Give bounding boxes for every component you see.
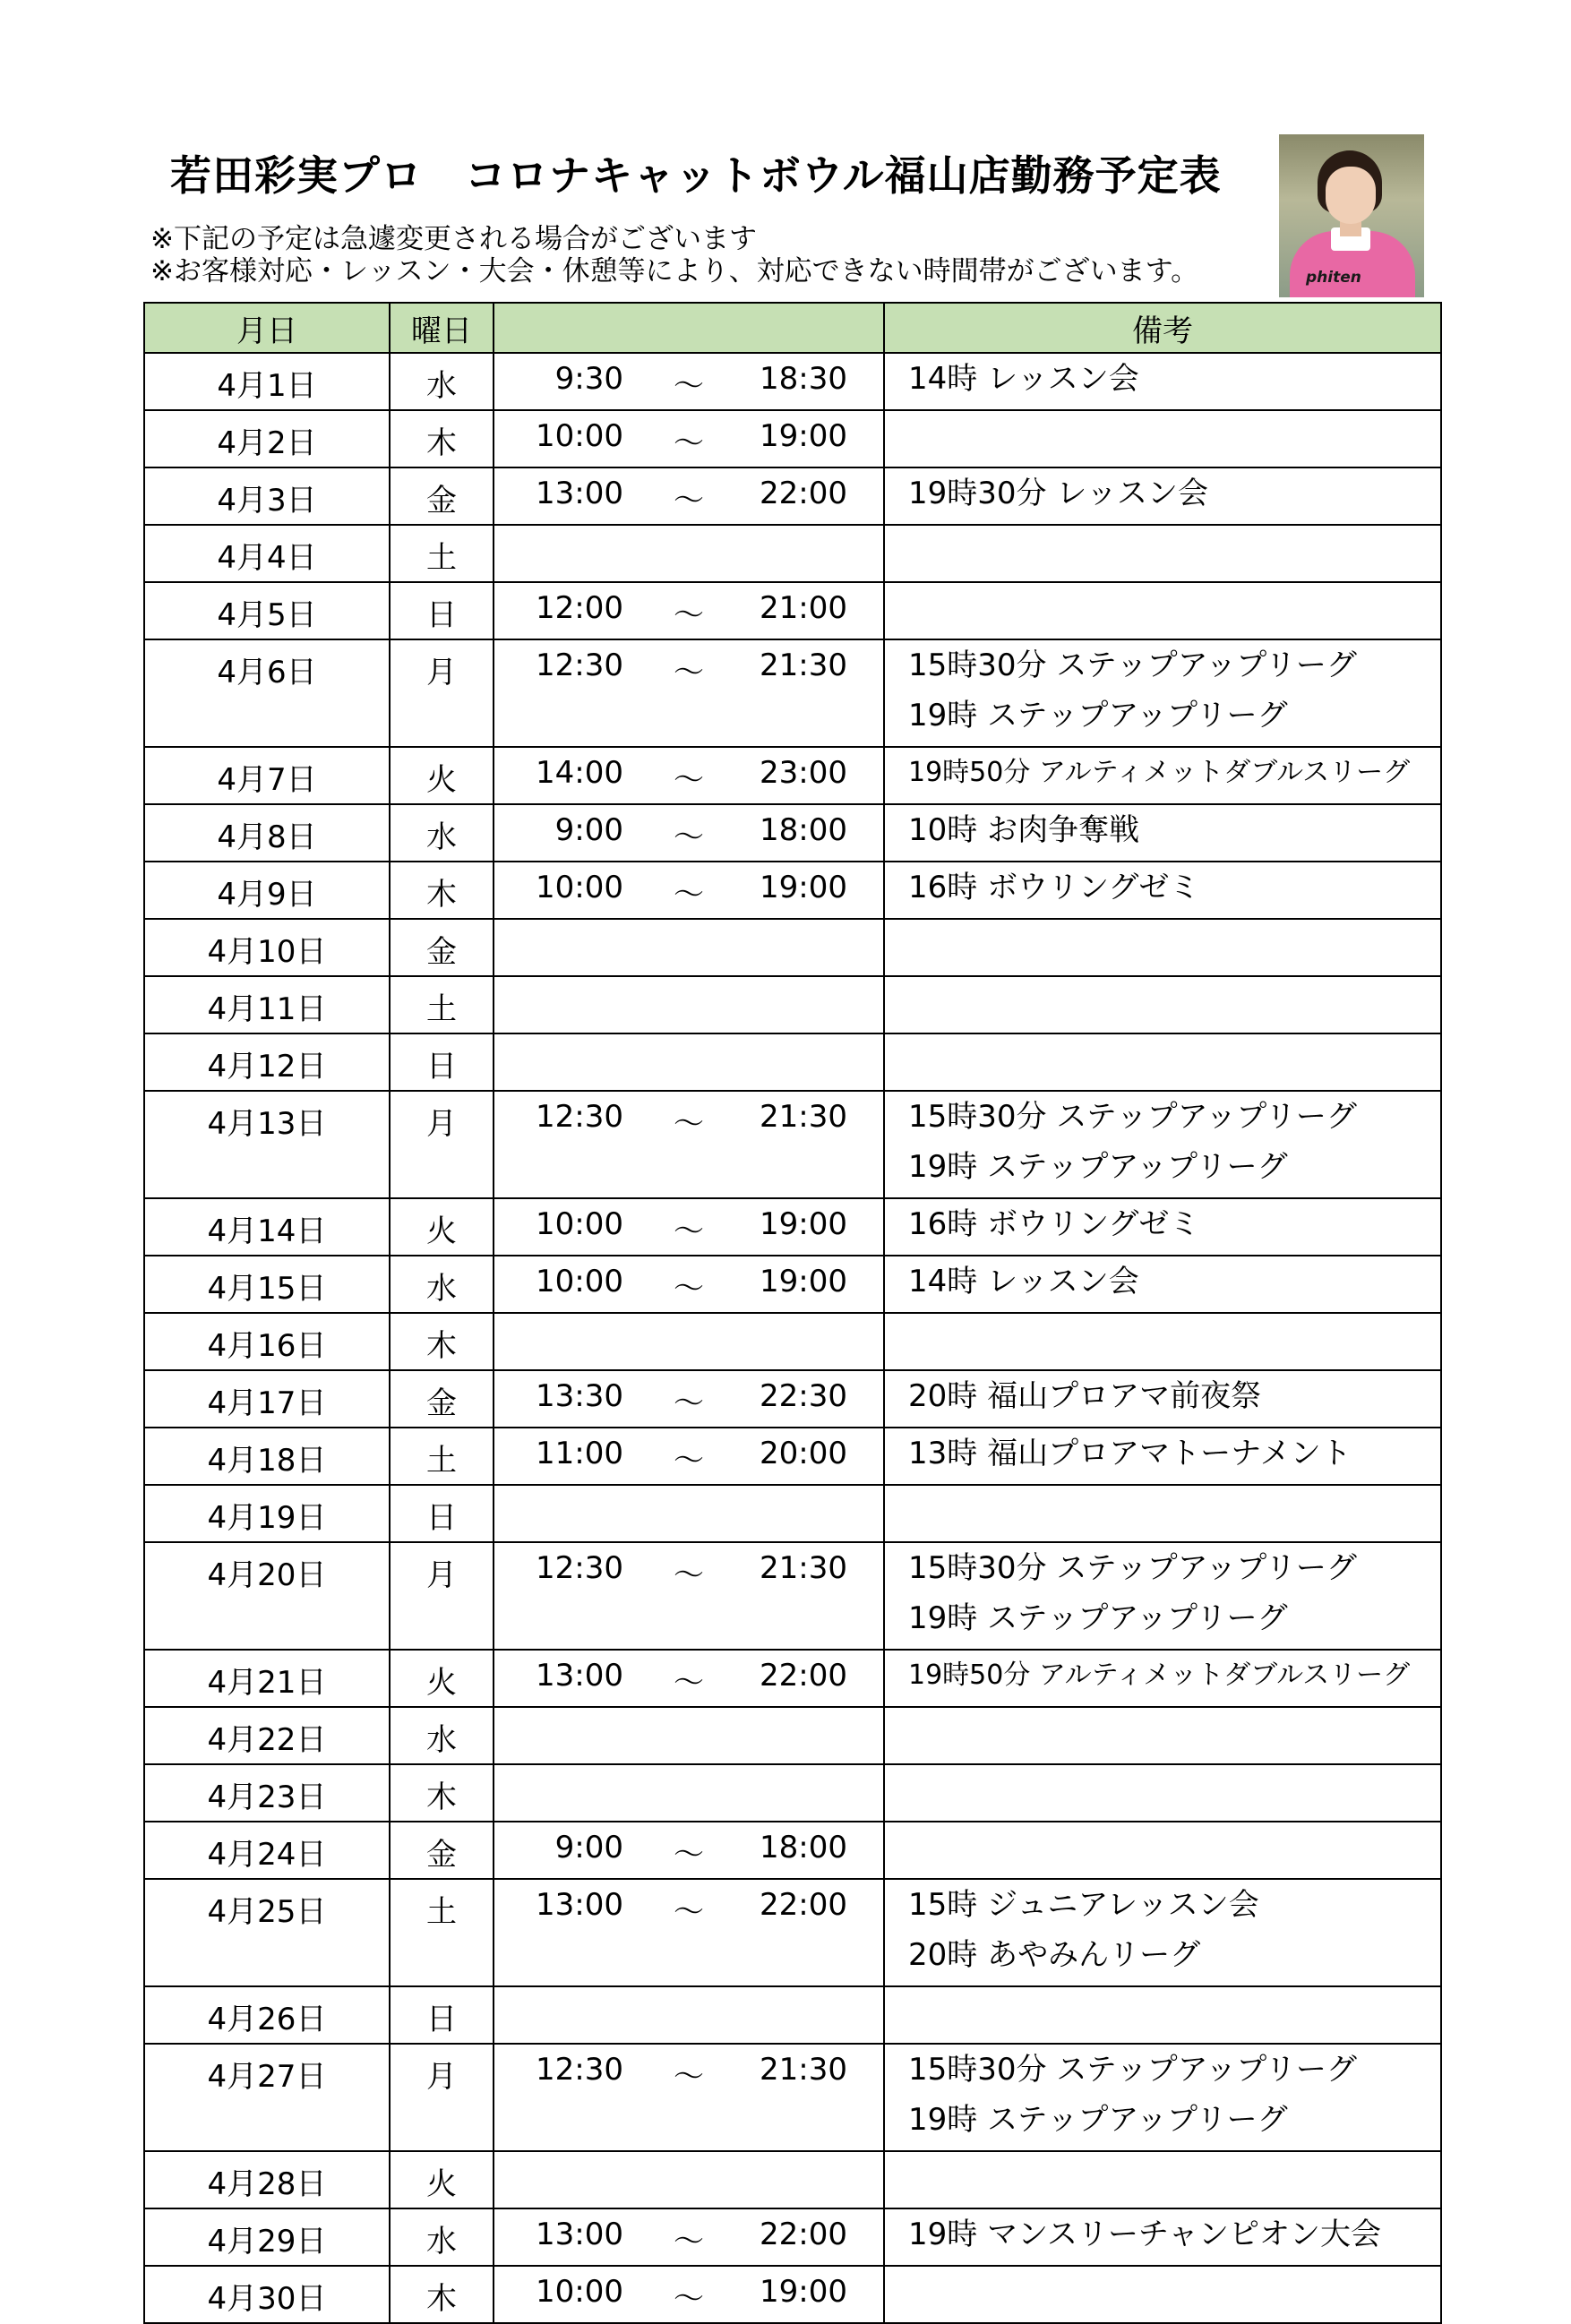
note-line: 15時 ジュニアレッスン会 (908, 1887, 1259, 1923)
start-time: 13:00 (536, 1658, 623, 1694)
notes-cell (884, 862, 1441, 919)
date-cell: 4月1日 (144, 353, 390, 410)
hours-cell (494, 1707, 884, 1764)
hours-cell (494, 919, 884, 976)
end-time: 22:00 (760, 476, 847, 511)
time-separator: ～ (674, 2224, 704, 2260)
start-time: 13:00 (536, 1887, 623, 1923)
date-cell: 4月21日 (144, 1650, 390, 1707)
table-row (144, 1313, 1441, 1370)
hours-cell (494, 862, 884, 919)
weekday-cell: 水 (390, 804, 494, 862)
hours-cell (494, 639, 884, 747)
date-cell: 4月13日 (144, 1091, 390, 1198)
weekday-cell: 月 (390, 1091, 494, 1198)
table-row (144, 1822, 1441, 1879)
table-row (144, 862, 1441, 919)
note-line: 19時50分 アルティメットダブルスリーグ (908, 1659, 1411, 1691)
time-separator: ～ (674, 1106, 704, 1142)
date-cell: 4月8日 (144, 804, 390, 862)
end-time: 21:00 (760, 590, 847, 626)
time-separator: ～ (674, 762, 704, 798)
start-time: 12:30 (536, 1099, 623, 1135)
weekday-cell: 木 (390, 862, 494, 919)
date-cell: 4月5日 (144, 582, 390, 639)
notes-cell (884, 1986, 1441, 2044)
note-line: 10時 お肉争奪戦 (908, 812, 1140, 848)
table-row (144, 2208, 1441, 2266)
note-line: 19時50分 アルティメットダブルスリーグ (908, 757, 1411, 788)
end-time: 21:30 (760, 647, 847, 683)
hours-cell (494, 582, 884, 639)
date-cell: 4月10日 (144, 919, 390, 976)
table-row (144, 525, 1441, 582)
time-separator: ～ (674, 2281, 704, 2317)
end-time: 21:30 (760, 1099, 847, 1135)
weekday-cell: 火 (390, 747, 494, 804)
date-cell: 4月14日 (144, 1198, 390, 1256)
header-notes: 備考 (884, 303, 1441, 353)
hours-cell (494, 467, 884, 525)
date-cell: 4月22日 (144, 1707, 390, 1764)
notes-cell (884, 1822, 1441, 1879)
notes-cell (884, 1764, 1441, 1822)
notes-cell (884, 1879, 1441, 1986)
hours-cell (494, 1986, 884, 2044)
note-line: 16時 ボウリングゼミ (908, 870, 1200, 905)
hours-cell (494, 410, 884, 467)
hours-cell (494, 1313, 884, 1370)
notes-cell (884, 2266, 1441, 2323)
time-separator: ～ (674, 1443, 704, 1479)
notes-cell (884, 747, 1441, 804)
date-cell: 4月3日 (144, 467, 390, 525)
weekday-cell: 水 (390, 2208, 494, 2266)
profile-photo (1279, 134, 1424, 297)
weekday-cell: 木 (390, 2266, 494, 2323)
start-time: 10:00 (536, 1206, 623, 1242)
weekday-cell: 木 (390, 1764, 494, 1822)
notes-cell (884, 2208, 1441, 2266)
notes-cell (884, 582, 1441, 639)
time-separator: ～ (674, 597, 704, 633)
hours-cell (494, 1542, 884, 1650)
header-date: 月日 (144, 303, 390, 353)
notes-cell (884, 639, 1441, 747)
weekday-cell: 金 (390, 467, 494, 525)
schedule-table (143, 302, 1442, 2324)
end-time: 22:00 (760, 1887, 847, 1923)
end-time: 19:00 (760, 418, 847, 454)
hours-cell (494, 2208, 884, 2266)
time-separator: ～ (674, 1213, 704, 1249)
table-row (144, 353, 1441, 410)
start-time: 9:00 (554, 812, 623, 848)
note-line: 19時 ステップアップリーグ (908, 2102, 1288, 2138)
end-time: 21:30 (760, 1550, 847, 1586)
notes-cell (884, 919, 1441, 976)
notes-cell (884, 1198, 1441, 1256)
note-line: 15時30分 ステップアップリーグ (908, 647, 1357, 683)
date-cell: 4月27日 (144, 2044, 390, 2151)
hours-cell (494, 2266, 884, 2323)
notes-cell (884, 1033, 1441, 1091)
date-cell: 4月6日 (144, 639, 390, 747)
time-separator: ～ (674, 1894, 704, 1930)
weekday-cell: 水 (390, 1707, 494, 1764)
table-row (144, 1370, 1441, 1428)
hours-cell (494, 804, 884, 862)
time-separator: ～ (674, 877, 704, 913)
table-row (144, 1986, 1441, 2044)
hours-cell (494, 1879, 884, 1986)
weekday-cell: 日 (390, 1986, 494, 2044)
weekday-cell: 木 (390, 410, 494, 467)
schedule-body (144, 353, 1441, 2323)
date-cell: 4月19日 (144, 1485, 390, 1542)
date-cell: 4月4日 (144, 525, 390, 582)
end-time: 22:00 (760, 1658, 847, 1694)
hours-cell (494, 1370, 884, 1428)
notes-cell (884, 2151, 1441, 2208)
notes-cell (884, 410, 1441, 467)
hours-cell (494, 1091, 884, 1198)
end-time: 18:00 (760, 812, 847, 848)
note-line: 19時 ステップアップリーグ (908, 1149, 1288, 1185)
start-time: 12:00 (536, 590, 623, 626)
start-time: 9:30 (554, 361, 623, 397)
table-row (144, 747, 1441, 804)
notes-cell (884, 2044, 1441, 2151)
table-row (144, 582, 1441, 639)
page-title: 若田彩実プロ コロナキャットボウル福山店勤務予定表 (170, 151, 1222, 200)
weekday-cell: 月 (390, 1542, 494, 1650)
end-time: 19:00 (760, 870, 847, 905)
date-cell: 4月25日 (144, 1879, 390, 1986)
date-cell: 4月26日 (144, 1986, 390, 2044)
weekday-cell: 金 (390, 919, 494, 976)
notes-cell (884, 1707, 1441, 1764)
date-cell: 4月28日 (144, 2151, 390, 2208)
notes-cell (884, 1650, 1441, 1707)
date-cell: 4月17日 (144, 1370, 390, 1428)
end-time: 18:30 (760, 361, 847, 397)
note-line: 15時30分 ステップアップリーグ (908, 1099, 1357, 1135)
weekday-cell: 月 (390, 2044, 494, 2151)
time-separator: ～ (674, 655, 704, 690)
hours-cell (494, 1764, 884, 1822)
notes-cell (884, 1370, 1441, 1428)
hours-cell (494, 525, 884, 582)
note-line: 15時30分 ステップアップリーグ (908, 1550, 1357, 1586)
end-time: 23:00 (760, 755, 847, 791)
table-row (144, 976, 1441, 1033)
notes-cell (884, 525, 1441, 582)
start-time: 9:00 (554, 1830, 623, 1865)
start-time: 10:00 (536, 870, 623, 905)
start-time: 12:30 (536, 1550, 623, 1586)
hours-cell (494, 2151, 884, 2208)
note-line: 16時 ボウリングゼミ (908, 1206, 1200, 1242)
start-time: 12:30 (536, 2052, 623, 2088)
hours-cell (494, 1650, 884, 1707)
date-cell: 4月20日 (144, 1542, 390, 1650)
end-time: 19:00 (760, 1264, 847, 1299)
weekday-cell: 水 (390, 353, 494, 410)
note-line: 20時 福山プロアマ前夜祭 (908, 1378, 1262, 1414)
weekday-cell: 日 (390, 1485, 494, 1542)
hours-cell (494, 1033, 884, 1091)
table-row (144, 467, 1441, 525)
weekday-cell: 日 (390, 1033, 494, 1091)
date-cell: 4月12日 (144, 1033, 390, 1091)
weekday-cell: 水 (390, 1256, 494, 1313)
notice-line: ※お客様対応・レッスン・大会・休憩等により、対応できない時間帯がございます。 (150, 255, 1199, 287)
weekday-cell: 土 (390, 1428, 494, 1485)
date-cell: 4月30日 (144, 2266, 390, 2323)
notes-cell (884, 1428, 1441, 1485)
header-day: 曜日 (390, 303, 494, 353)
notice-line: ※下記の予定は急遽変更される場合がございます (150, 223, 757, 255)
table-row (144, 1485, 1441, 1542)
table-row (144, 919, 1441, 976)
time-separator: ～ (674, 1271, 704, 1307)
table-row (144, 2044, 1441, 2151)
start-time: 11:00 (536, 1436, 623, 1471)
weekday-cell: 火 (390, 1198, 494, 1256)
time-separator: ～ (674, 425, 704, 461)
table-row (144, 410, 1441, 467)
time-separator: ～ (674, 1837, 704, 1873)
start-time: 10:00 (536, 2274, 623, 2310)
end-time: 19:00 (760, 2274, 847, 2310)
notes-cell (884, 1485, 1441, 1542)
end-time: 18:00 (760, 1830, 847, 1865)
table-row (144, 1033, 1441, 1091)
end-time: 22:00 (760, 2217, 847, 2252)
time-separator: ～ (674, 368, 704, 404)
jersey-logo: phiten (1306, 269, 1361, 287)
note-line: 13時 福山プロアマトーナメント (908, 1436, 1352, 1471)
note-line: 15時30分 ステップアップリーグ (908, 2052, 1357, 2088)
end-time: 20:00 (760, 1436, 847, 1471)
notes-cell (884, 1542, 1441, 1650)
table-row (144, 1650, 1441, 1707)
table-row (144, 2151, 1441, 2208)
table-row (144, 1879, 1441, 1986)
table-row (144, 1764, 1441, 1822)
table-row (144, 1707, 1441, 1764)
date-cell: 4月15日 (144, 1256, 390, 1313)
note-line: 14時 レッスン会 (908, 361, 1139, 397)
hours-cell (494, 1198, 884, 1256)
note-line: 19時 ステップアップリーグ (908, 1600, 1288, 1636)
table-row (144, 1091, 1441, 1198)
date-cell: 4月23日 (144, 1764, 390, 1822)
time-separator: ～ (674, 1557, 704, 1593)
hours-cell (494, 1428, 884, 1485)
time-separator: ～ (674, 483, 704, 519)
note-line: 19時 マンスリーチャンピオン大会 (908, 2217, 1382, 2252)
end-time: 19:00 (760, 1206, 847, 1242)
table-row (144, 1256, 1441, 1313)
weekday-cell: 月 (390, 639, 494, 747)
time-separator: ～ (674, 1385, 704, 1421)
date-cell: 4月7日 (144, 747, 390, 804)
note-line: 19時 ステップアップリーグ (908, 698, 1288, 733)
start-time: 14:00 (536, 755, 623, 791)
weekday-cell: 火 (390, 2151, 494, 2208)
table-row (144, 639, 1441, 747)
date-cell: 4月11日 (144, 976, 390, 1033)
time-separator: ～ (674, 819, 704, 855)
weekday-cell: 金 (390, 1822, 494, 1879)
end-time: 21:30 (760, 2052, 847, 2088)
time-separator: ～ (674, 1665, 704, 1701)
header-time (494, 303, 884, 353)
weekday-cell: 土 (390, 976, 494, 1033)
end-time: 22:30 (760, 1378, 847, 1414)
hours-cell (494, 1822, 884, 1879)
note-line: 19時30分 レッスン会 (908, 476, 1208, 511)
weekday-cell: 土 (390, 525, 494, 582)
table-row (144, 804, 1441, 862)
notes-cell (884, 1256, 1441, 1313)
hours-cell (494, 2044, 884, 2151)
date-cell: 4月24日 (144, 1822, 390, 1879)
hours-cell (494, 353, 884, 410)
start-time: 13:00 (536, 476, 623, 511)
note-line: 20時 あやみんリーグ (908, 1937, 1201, 1973)
hours-cell (494, 1485, 884, 1542)
notes-cell (884, 1313, 1441, 1370)
date-cell: 4月2日 (144, 410, 390, 467)
table-row (144, 1542, 1441, 1650)
time-separator: ～ (674, 2059, 704, 2095)
header-row (144, 303, 1441, 353)
note-line: 14時 レッスン会 (908, 1264, 1139, 1299)
notes-cell (884, 467, 1441, 525)
table-row (144, 2266, 1441, 2323)
notes-cell (884, 976, 1441, 1033)
weekday-cell: 火 (390, 1650, 494, 1707)
notes-cell (884, 804, 1441, 862)
hours-cell (494, 1256, 884, 1313)
photo-face (1326, 167, 1376, 224)
date-cell: 4月16日 (144, 1313, 390, 1370)
notes-cell (884, 1091, 1441, 1198)
table-row (144, 1198, 1441, 1256)
weekday-cell: 金 (390, 1370, 494, 1428)
date-cell: 4月18日 (144, 1428, 390, 1485)
hours-cell (494, 747, 884, 804)
start-time: 13:00 (536, 2217, 623, 2252)
start-time: 13:30 (536, 1378, 623, 1414)
weekday-cell: 木 (390, 1313, 494, 1370)
hours-cell (494, 976, 884, 1033)
weekday-cell: 土 (390, 1879, 494, 1986)
date-cell: 4月29日 (144, 2208, 390, 2266)
date-cell: 4月9日 (144, 862, 390, 919)
start-time: 10:00 (536, 1264, 623, 1299)
start-time: 12:30 (536, 647, 623, 683)
start-time: 10:00 (536, 418, 623, 454)
notes-cell (884, 353, 1441, 410)
table-row (144, 1428, 1441, 1485)
weekday-cell: 日 (390, 582, 494, 639)
